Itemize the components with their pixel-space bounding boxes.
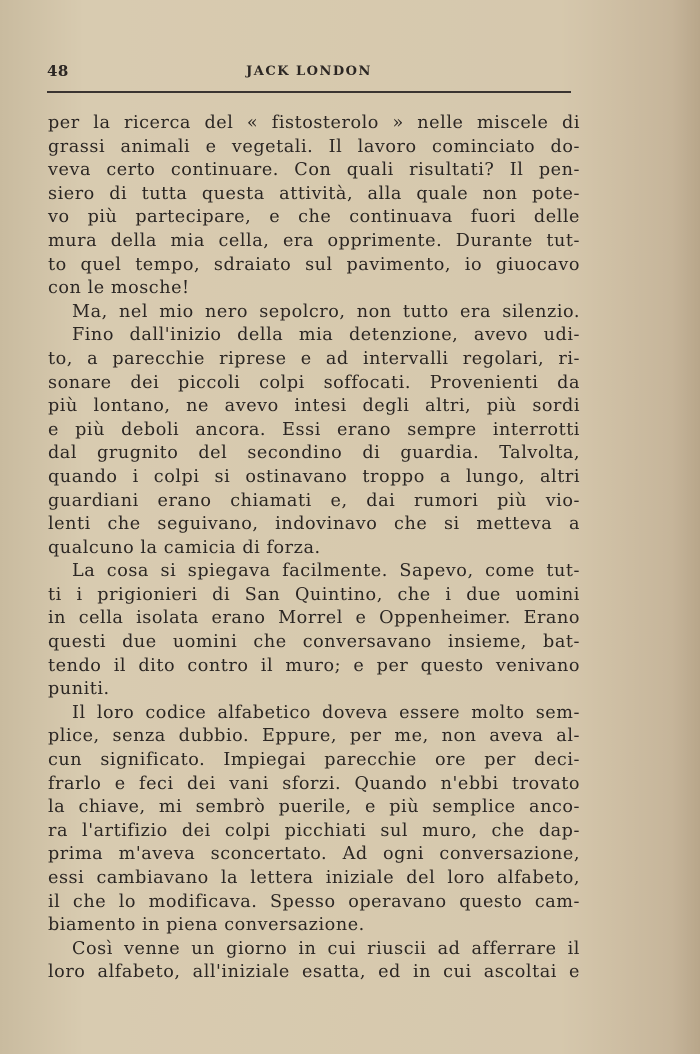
- text-line: mura della mia cella, era opprimente. Durante tut-: [48, 230, 580, 251]
- text-line: quando i colpi si ostinavano troppo a lungo, altri: [48, 466, 580, 487]
- text-line: Il loro codice alfabetico doveva essere molto sem-: [72, 702, 580, 723]
- text-line: dal grugnito del secondino di guardia. Talvolta,: [48, 443, 580, 464]
- text-line: e più deboli ancora. Essi erano sempre interrotti: [48, 419, 580, 440]
- text-line: vo più partecipare, e che continuava fuori delle: [48, 207, 580, 228]
- text-line: più lontano, ne avevo intesi degli altri, più sordi: [48, 396, 580, 417]
- text-line: ti i prigionieri di San Quintino, che i due uomini: [48, 584, 580, 605]
- text-line: essi cambiavano la lettera iniziale del loro alfabeto,: [48, 868, 580, 888]
- text-line: to, a parecchie riprese e ad intervalli regolari, ri-: [48, 348, 580, 369]
- text-line: biamento in piena conversazione.: [48, 915, 365, 936]
- text-line: cun significato. Impiegai parecchie ore per deci-: [48, 750, 580, 771]
- text-line: lenti che seguivano, indovinavo che si metteva a: [48, 514, 580, 535]
- text-line: Ma, nel mio nero sepolcro, non tutto era silenzio.: [72, 301, 580, 322]
- running-title: JACK LONDON: [246, 64, 372, 79]
- text-line: puniti.: [48, 679, 110, 700]
- text-line: frarlo e feci dei vani sforzi. Quando n'ebbi trovato: [48, 773, 580, 794]
- text-line: il che lo modificava. Spesso operavano questo cam-: [48, 891, 580, 912]
- text-line: grassi animali e vegetali. Il lavoro cominciato do-: [48, 136, 580, 157]
- header-rule: [47, 91, 571, 93]
- body-text: [48, 112, 580, 985]
- text-line: qualcuno la camicia di forza.: [48, 537, 321, 558]
- text-line: siero di tutta questa attività, alla quale non pote-: [48, 183, 580, 204]
- text-line: guardiani erano chiamati e, dai rumori più vio-: [48, 490, 580, 511]
- text-line: La cosa si spiegava facilmente. Sapevo, come tut-: [72, 561, 580, 582]
- text-line: ra l'artifizio dei colpi picchiati sul muro, che dap-: [48, 820, 580, 841]
- text-line: la chiave, mi sembrò puerile, e più semplice anco-: [48, 797, 580, 818]
- text-line: con le mosche!: [48, 278, 190, 299]
- text-line: sonare dei piccoli colpi soffocati. Provenienti da: [48, 372, 580, 393]
- text-line: veva certo continuare. Con quali risultati? Il pen-: [48, 160, 580, 181]
- text-line: Così venne un giorno in cui riuscii ad afferrare il: [72, 938, 580, 959]
- text-line: questi due uomini che conversavano insieme, bat-: [48, 632, 580, 653]
- text-line: loro alfabeto, all'iniziale esatta, ed in cui ascoltai e: [48, 962, 580, 983]
- text-line: per la ricerca del « fistosterolo » nelle miscele di: [48, 113, 580, 133]
- text-line: in cella isolata erano Morrel e Oppenheimer. Erano: [48, 608, 580, 629]
- text-line: to quel tempo, sdraiato sul pavimento, io giuocavo: [48, 254, 580, 275]
- text-line: prima m'aveva sconcertato. Ad ogni conversazione,: [48, 844, 580, 865]
- text-line: tendo il dito contro il muro; e per questo venivano: [48, 655, 580, 676]
- text-line: Fino dall'inizio della mia detenzione, avevo udi-: [72, 325, 580, 346]
- page-header: [47, 62, 571, 84]
- text-line: plice, senza dubbio. Eppure, per me, non aveva al-: [48, 726, 580, 747]
- page-number: 48: [47, 62, 69, 80]
